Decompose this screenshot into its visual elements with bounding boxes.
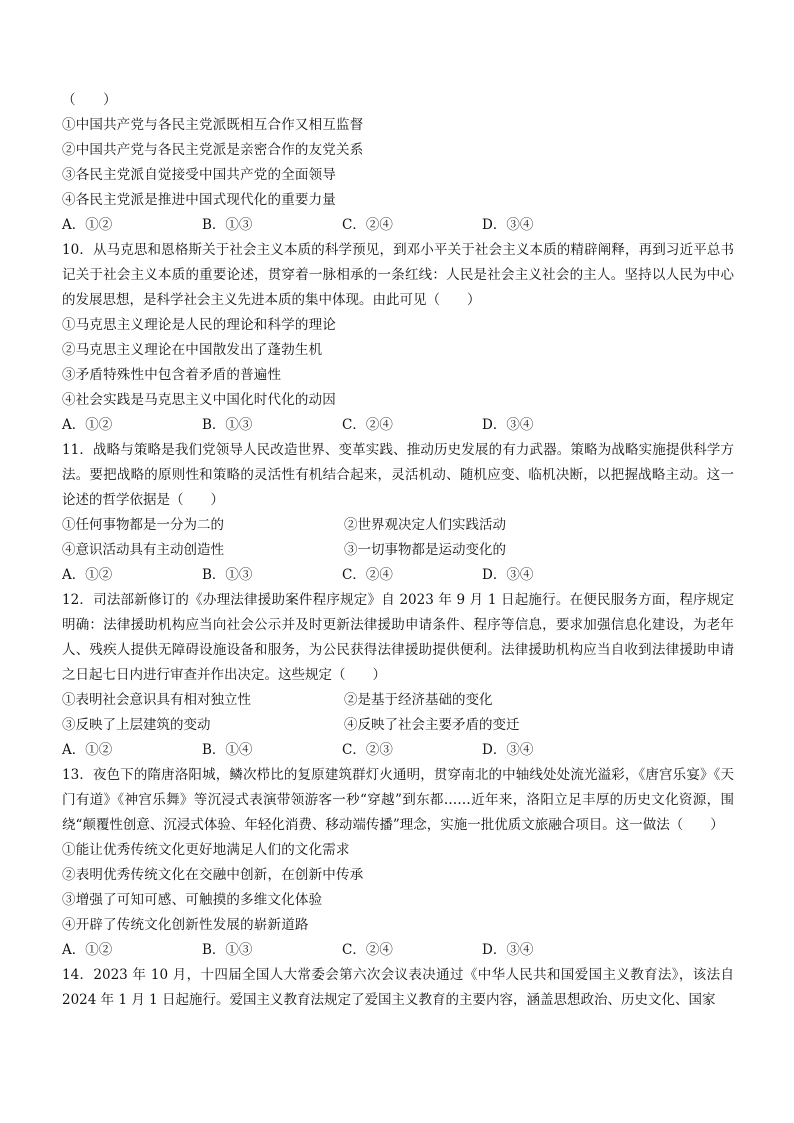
q12-item-4: ④反映了社会主要矛盾的变迁 [344,717,520,733]
q13-option-c: C．②④ [342,942,393,958]
q12-item-3: ③反映了上层建筑的变动 [62,717,211,733]
q12-items-row-2 [62,713,734,738]
exam-page [62,88,734,1013]
q10-item-1: ①马克思主义理论是人民的理论和科学的理论 [62,317,336,333]
q10-option-d: D．③④ [482,417,534,433]
q9-option-b: B．①③ [202,217,253,233]
q12-items-row-1 [62,688,734,713]
q10-item-3: ③矛盾特殊性中包含着矛盾的普遍性 [62,367,282,383]
q11-items-row-2 [62,538,734,563]
q11-option-b: B．①③ [202,567,253,583]
q11-item-3: ③一切事物都是运动变化的 [344,542,506,558]
q11-option-c: C．②④ [342,567,393,583]
q10-option-a: A．①② [62,417,113,433]
q9-option-c: C．②④ [342,217,393,233]
q9-option-a: A．①② [62,217,113,233]
q13-item-2: ②表明优秀传统文化在交融中创新，在创新中传承 [62,867,364,883]
q9-item-3: ③各民主党派自觉接受中国共产党的全面领导 [62,167,336,183]
q13-item-4: ④开辟了传统文化创新性发展的崭新道路 [62,917,309,933]
q13-item-3: ③增强了可知可感、可触摸的多维文化体验 [62,892,323,908]
q9-option-d: D．③④ [482,217,534,233]
q12-option-c: C．②③ [342,742,393,758]
q12-item-2: ②是基于经济基础的变化 [344,692,493,708]
q9-options [62,213,734,238]
q10-option-b: B．①③ [202,417,253,433]
q9-stem-tail: （ ） [62,92,117,108]
q12-options [62,738,734,763]
q12-option-d: D．③④ [482,742,534,758]
q12-stem: 12．司法部新修订的《办理法律援助案件程序规定》自 2023 年 9 月 1 日起施行。在便民服务方面，程序规定明确：法律援助机构应当向社会公示并及时更新法律援助申请条件、程序等信息，要求加强信息化建设，为老年人、残疾人提供无障碍设施设备和服务，为公民获得法律援助提供便利。法律援助机构应当自收到法律援助申请之日起七日内进行审查并作出决定。这些规定（ ） [62,592,734,683]
q12-item-1: ①表明社会意识具有相对独立性 [62,692,251,708]
q9-item-2: ②中国共产党与各民主党派是亲密合作的友党关系 [62,142,364,158]
q12-option-b: B．①④ [202,742,253,758]
q11-option-a: A．①② [62,567,113,583]
q11-item-1: ①任何事物都是一分为二的 [62,517,224,533]
q10-options [62,413,734,438]
q10-item-2: ②马克思主义理论在中国散发出了蓬勃生机 [62,342,323,358]
q9-item-4: ④各民主党派是推进中国式现代化的重要力量 [62,192,336,208]
q10-option-c: C．②④ [342,417,393,433]
q13-option-a: A．①② [62,942,113,958]
q11-item-4: ④意识活动具有主动创造性 [62,542,224,558]
q11-stem: 11．战略与策略是我们党领导人民改造世界、变革实践、推动历史发展的有力武器。策略为战略实施提供科学方法。要把战略的原则性和策略的灵活性有机结合起来，灵活机动、随机应变、临机决断，以把握战略主动。这一论述的哲学依据是（ ） [62,442,734,508]
q11-option-d: D．③④ [482,567,534,583]
q13-option-d: D．③④ [482,942,534,958]
q14-stem: 14．2023 年 10 月，十四届全国人大常委会第六次会议表决通过《中华人民共和国爱国主义教育法》，该法自 2024 年 1 月 1 日起施行。爱国主义教育法规定了爱国主义教育的主要内容，涵盖思想政治、历史文化、国家 [62,967,734,1008]
q13-option-b: B．①③ [202,942,253,958]
q11-item-2: ②世界观决定人们实践活动 [344,517,506,533]
q13-options [62,938,734,963]
q10-item-4: ④社会实践是马克思主义中国化时代化的动因 [62,392,336,408]
q10-stem: 10．从马克思和恩格斯关于社会主义本质的科学预见，到邓小平关于社会主义本质的精辟阐释，再到习近平总书记关于社会主义本质的重要论述，贯穿着一脉相承的一条红线：人民是社会主义社会的主人。坚持以人民为中心的发展思想，是科学社会主义先进本质的集中体现。由此可见（ ） [62,242,734,308]
q13-item-1: ①能让优秀传统文化更好地满足人们的文化需求 [62,842,350,858]
q9-item-1: ①中国共产党与各民主党派既相互合作又相互监督 [62,117,364,133]
q11-items-row-1 [62,513,734,538]
q13-stem: 13．夜色下的隋唐洛阳城，鳞次栉比的复原建筑群灯火通明，贯穿南北的中轴线处处流光溢彩，《唐宫乐宴》《天门有道》《神宫乐舞》等沉浸式表演带领游客一秒“穿越”到东都……近年来，洛阳立足丰厚的历史文化资源，围绕“颠覆性创意、沉浸式体验、年轻化消费、移动端传播”理念，实施一批优质文旅融合项目。这一做法（ ） [62,767,734,833]
q11-options [62,563,734,588]
q12-option-a: A．①② [62,742,113,758]
